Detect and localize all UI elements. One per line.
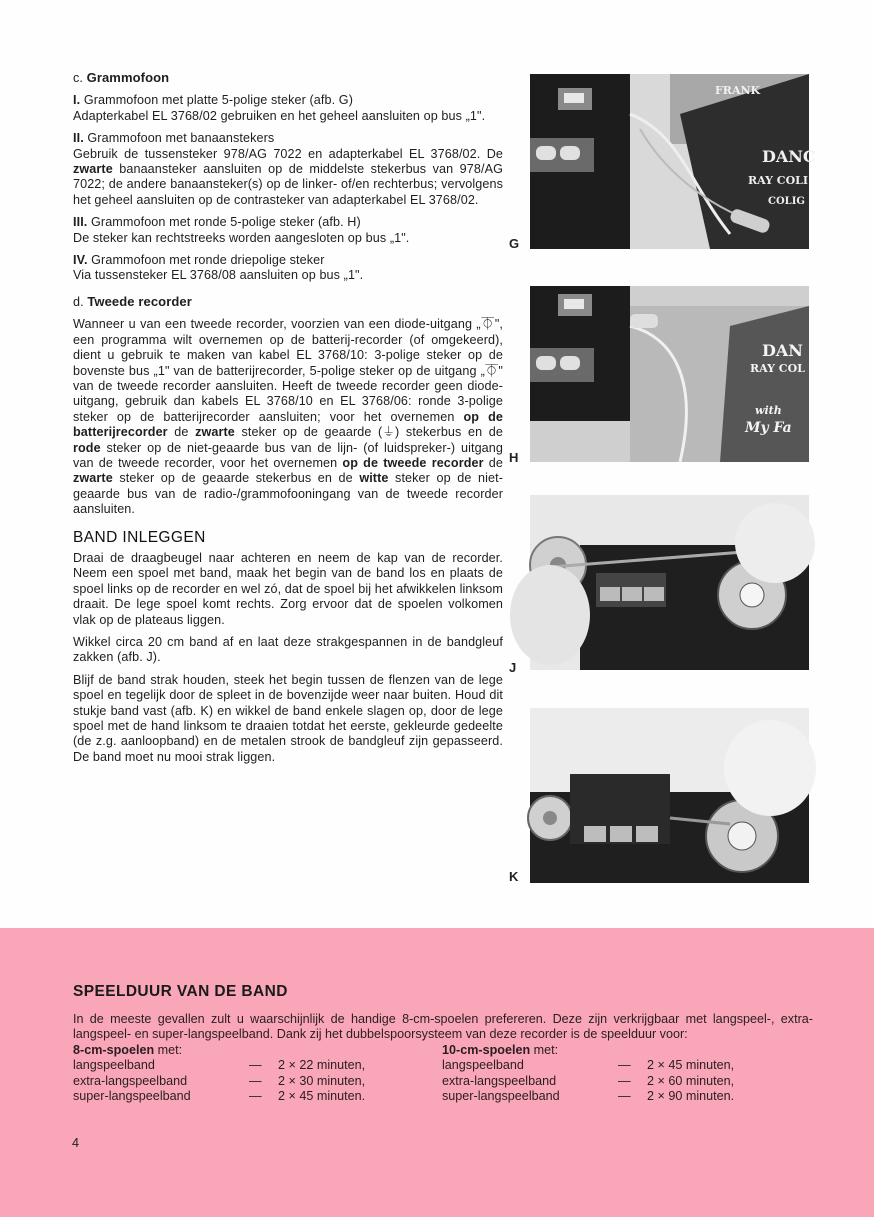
table-row: extra-langspeelband — 2 × 30 minuten, xyxy=(73,1073,366,1088)
sleeve-text-g-4: COLIG xyxy=(768,196,805,207)
sleeve-text-h-3: with xyxy=(755,404,782,417)
playing-time-title: SPEELDUUR VAN DE BAND xyxy=(73,983,288,1000)
band-paragraph-1: Draai de draagbeugel naar achteren en neem de kap van de recorder. Neem een spoel met band, maak het begin van de band los en plaats de spoel links op de recorder en wel zó, dat de spoel bij het afwikkelen linksom draait. De lege spoel komt rechts. Zorg ervoor dat de spoelen volkomen vlak op de plateaus liggen. xyxy=(73,550,503,627)
figure-h-illustration xyxy=(530,286,809,462)
table-row: langspeelband — 2 × 22 minuten, xyxy=(73,1058,366,1072)
band-paragraph-2: Wikkel circa 20 cm band af en laat deze strakgespannen in de bandgleuf zakken (afb. J). xyxy=(73,635,503,665)
item-2-title: II. Grammofoon met banaanstekers xyxy=(73,131,275,146)
figure-g-label: G xyxy=(509,236,520,251)
playing-time-table xyxy=(73,1043,813,1107)
column-8cm-heading: 8-cm-spoelen met: xyxy=(73,1042,183,1057)
main-text-column xyxy=(73,70,503,765)
band-inleggen-title: BAND INLEGGEN xyxy=(73,528,206,546)
section-d-body: Wanneer u van een tweede recorder, voorzien van een diode-uitgang „⏁", een programma wilt overnemen op de batterij-recorder (of omgekeerd), dient u gebruik te maken van kabel EL 3768/10: 3-polige steker op de bovenste bus „1" van de batterijrecorder, 5-polige steker op de uitgang „⏁" van de tweede recorder aansluiten. Heeft de tweede recorder geen diode-uitgang, gebruik dan kabels EL 3768/10 en EL 3768/06: ronde 3-polige steker op de batterijrecorder aansluiten; voor het overnemen op de batterijrecorder de zwarte steker op de geaarde (⏚) stekerbus en de rode steker op de niet-geaarde bus van de lijn- (of luidspreker-) uitgang van de tweede recorder, voor het overnemen op de tweede recorder de zwarte steker op de geaarde stekerbus en de witte steker op de niet-geaarde bus van de radio-/grammofooningang van de tweede recorder aansluiten. xyxy=(73,317,504,517)
item-3-title: III. Grammofoon met ronde 5-polige steker (afb. H) xyxy=(73,215,361,230)
item-3-text: De steker kan rechtstreeks worden aangesloten op bus „1". xyxy=(73,230,410,245)
column-10cm-heading: 10-cm-spoelen met: xyxy=(442,1042,559,1057)
playing-time-intro: In de meeste gevallen zult u waarschijnlijk de handige 8-cm-spoelen prefereren. Deze zijn verkrijgbaar met langspeel-, extra-langspeel- en super-langspeelband. Dank zij het dubbelspoorsysteem van deze recorder is de speelduur voor: xyxy=(73,1011,813,1041)
figure-k-photo xyxy=(530,708,809,883)
playing-time-panel xyxy=(0,928,874,1217)
item-2-text: Gebruik de tussensteker 978/AG 7022 en adapterkabel EL 3768/02. De zwarte banaansteker aansluiten op de middelste stekerbus van 978/AG 7022; de andere banaansteker(s) op de linker- of/en rechterbus; vervolgens het geheel aansluiten op de contrasteker van adapterkabel EL 3768/02. xyxy=(73,146,503,207)
playing-time-content xyxy=(73,984,813,1107)
figure-h-label: H xyxy=(509,450,519,465)
item-4-title: IV. Grammofoon met ronde driepolige steker xyxy=(73,253,325,268)
table-row: super-langspeelband — 2 × 90 minuten. xyxy=(442,1089,735,1103)
column-10cm xyxy=(442,1043,772,1105)
section-d-heading: d. Tweede recorder xyxy=(73,293,192,309)
table-row: langspeelband — 2 × 45 minuten, xyxy=(442,1058,735,1072)
figure-j-label: J xyxy=(509,660,517,675)
sleeve-text-g-1: FRANK xyxy=(715,84,761,97)
column-8cm xyxy=(73,1043,403,1105)
figure-g-photo xyxy=(530,74,816,249)
sleeve-text-g-3: RAY COLI xyxy=(748,174,809,187)
table-row: super-langspeelband — 2 × 45 minuten. xyxy=(73,1089,366,1103)
sleeve-text-h-4: My Fa xyxy=(745,420,792,436)
page-number: 4 xyxy=(72,1136,80,1150)
sleeve-text-h-2: RAY COL xyxy=(750,362,805,375)
sleeve-text-h-1: DAN xyxy=(762,341,803,360)
table-row: extra-langspeelband — 2 × 60 minuten, xyxy=(442,1073,735,1088)
band-paragraph-3: Blijf de band strak houden, steek het begin tussen de flenzen van de lege spoel en tegelijk door de spleet in de bovenzijde weer naar buiten. Houd dit stukje band vast (afb. K) en wikkel de band enkele slagen op, door de lege spoel met de hand linksom te draaien totdat het eerste, gekleurde gedeelte (de z.g. aanloopband) en de metalen strook de bandgleuf zijn gepasseerd. De band moet nu mooi strak liggen. xyxy=(73,672,503,764)
sleeve-text-g-2: DANC xyxy=(762,147,816,166)
figure-j-photo xyxy=(530,495,809,670)
figure-g-illustration xyxy=(530,74,816,249)
figure-k-label: K xyxy=(509,869,519,884)
figure-k-illustration xyxy=(530,708,809,883)
figure-h-photo xyxy=(530,286,809,462)
item-1-text: Adapterkabel EL 3768/02 gebruiken en het geheel aansluiten op bus „1". xyxy=(73,108,486,123)
item-1-title: I. Grammofoon met platte 5-polige steker (afb. G) xyxy=(73,93,353,108)
item-4-text: Via tussensteker EL 3768/08 aansluiten op bus „1". xyxy=(73,268,364,283)
figure-j-illustration xyxy=(530,495,809,670)
section-c-heading: c. Grammofoon xyxy=(73,70,170,85)
